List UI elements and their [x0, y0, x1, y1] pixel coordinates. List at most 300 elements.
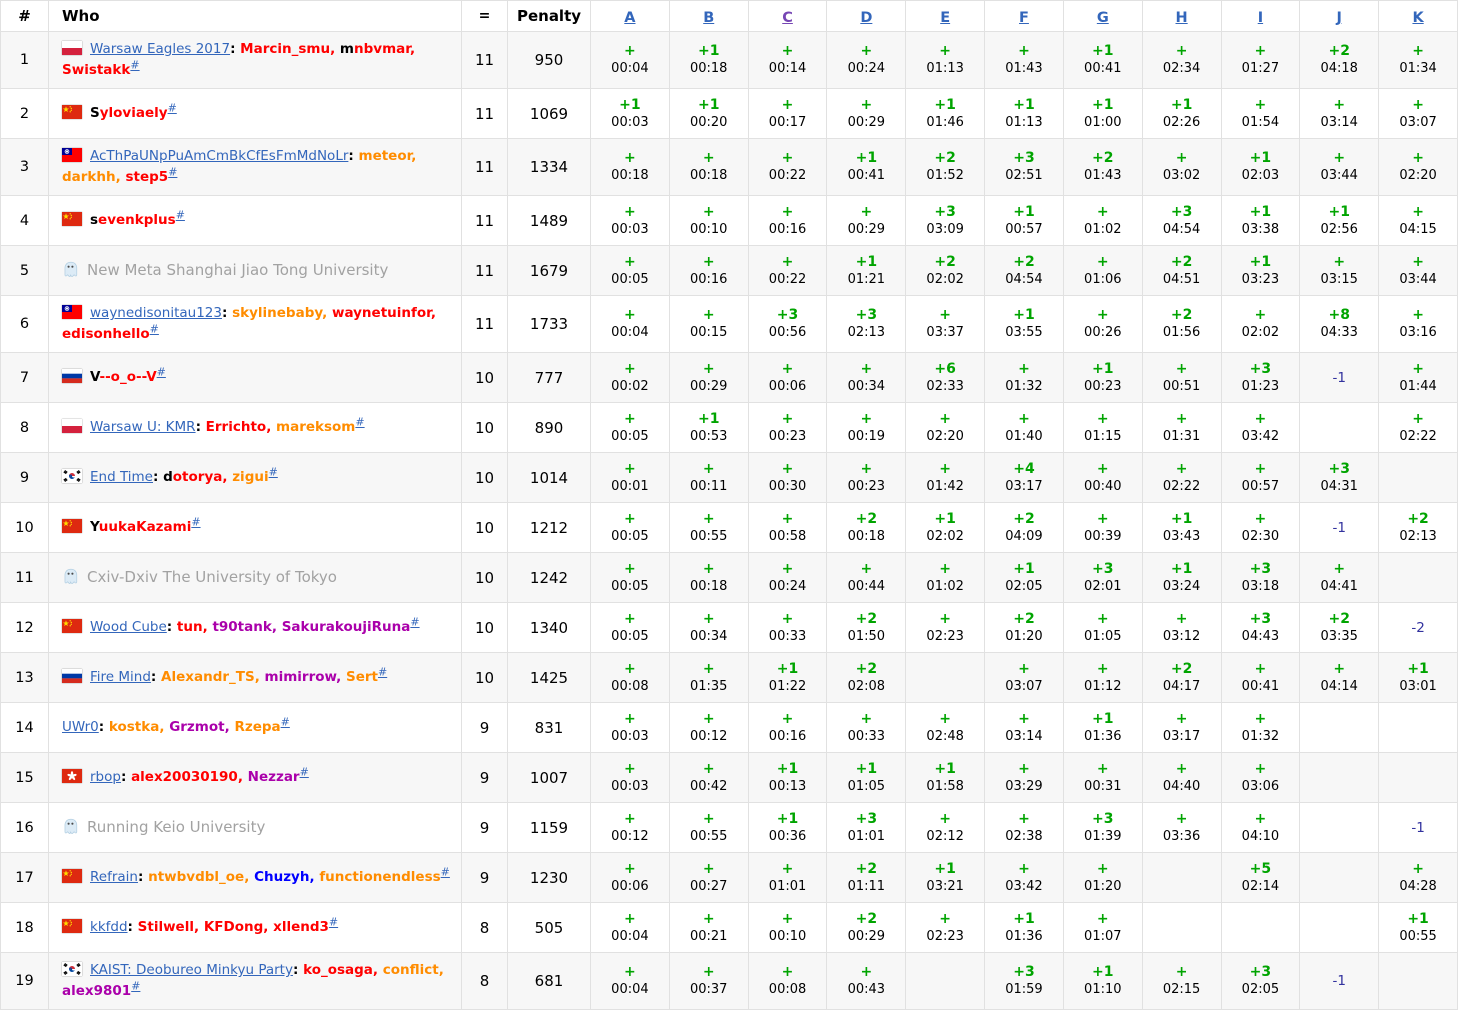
submission-time: 03:09	[926, 221, 964, 237]
standings-row	[1, 703, 1458, 753]
accepted-verdict: +	[1018, 410, 1030, 427]
accepted-verdict: +	[624, 307, 636, 323]
accepted-verdict: +	[624, 964, 636, 980]
result-cell-D	[827, 32, 906, 89]
penalty-cell: 1679	[508, 246, 591, 296]
result-cell-A	[591, 89, 670, 139]
submission-time: 00:06	[611, 878, 649, 894]
party-hash-link[interactable]: #	[130, 58, 140, 72]
penalty-cell: 1007	[508, 753, 591, 803]
result-cell-G	[1063, 953, 1142, 1010]
submission-time: 04:10	[1241, 828, 1280, 844]
submission-time: 00:22	[768, 271, 807, 287]
result-cell-E	[906, 603, 985, 653]
accepted-verdict: +	[624, 410, 636, 427]
accepted-verdict: +	[860, 560, 873, 577]
submission-time: 01:58	[926, 778, 964, 794]
submission-time: 00:27	[689, 878, 728, 894]
accepted-verdict: +	[702, 910, 715, 927]
result-cell-C	[748, 853, 827, 903]
penalty-cell: 1334	[508, 139, 591, 196]
submission-time: 00:12	[689, 728, 728, 744]
accepted-verdict: +	[1018, 360, 1030, 377]
penalty-column-header: Penalty	[508, 1, 591, 32]
submission-time: 00:40	[1084, 478, 1122, 494]
rejected-verdict: -1	[1332, 519, 1346, 536]
accepted-verdict: +1	[1170, 560, 1193, 577]
submission-time: 00:18	[689, 168, 728, 183]
accepted-verdict: +	[1018, 760, 1030, 777]
result-cell-E	[906, 903, 985, 953]
problem-link[interactable]: E	[940, 9, 951, 26]
party-hash-link[interactable]: #	[299, 765, 309, 779]
solved-count-cell: 10	[462, 653, 508, 703]
accepted-verdict: +3	[1170, 203, 1193, 220]
submission-time: 00:53	[689, 428, 728, 444]
accepted-verdict: +	[1096, 253, 1109, 270]
result-cell-D	[827, 953, 906, 1010]
accepted-verdict: +	[1254, 307, 1267, 323]
rank-cell: 3	[1, 139, 49, 196]
member-handle: skylinebaby,	[232, 305, 332, 321]
ghost-team-name: Running Keio University	[87, 817, 266, 836]
team-name-link[interactable]: rbop	[90, 769, 121, 785]
submission-time: 00:37	[689, 982, 728, 997]
result-cell-D	[827, 803, 906, 853]
penalty-cell: 681	[508, 953, 591, 1010]
member-handle: Errichto,	[205, 419, 277, 435]
result-cell-H	[1142, 296, 1221, 353]
result-cell-H	[1142, 553, 1221, 603]
solved-count-cell: 9	[462, 703, 508, 753]
result-cell-C	[748, 503, 827, 553]
result-cell-D	[827, 196, 906, 246]
standings-row	[1, 353, 1458, 403]
penalty-cell: 777	[508, 353, 591, 403]
team-name-link[interactable]: Warsaw U: KMR	[90, 419, 196, 435]
accepted-verdict: +	[1412, 203, 1424, 220]
accepted-verdict: +	[939, 307, 952, 323]
problem-link[interactable]: F	[1019, 9, 1029, 26]
member-handle: step5	[125, 169, 169, 185]
accepted-verdict: +	[781, 43, 794, 59]
accepted-verdict: +	[781, 253, 794, 270]
result-cell-E	[906, 453, 985, 503]
accepted-verdict: +	[860, 96, 873, 113]
team-name-link[interactable]: Refrain	[90, 869, 138, 885]
result-cell-B	[669, 703, 748, 753]
standings-row	[1, 246, 1458, 296]
result-cell-K	[1379, 753, 1458, 803]
result-cell-B	[669, 603, 748, 653]
accepted-verdict: +1	[934, 860, 956, 877]
submission-time: 01:21	[847, 271, 886, 287]
penalty-cell: 505	[508, 903, 591, 953]
party-hash-link[interactable]: #	[280, 715, 290, 729]
result-cell-C	[748, 89, 827, 139]
party-hash-link[interactable]: #	[328, 915, 339, 929]
member-handle: kostka,	[108, 719, 170, 735]
result-cell-D	[827, 603, 906, 653]
submission-time: 00:13	[768, 778, 807, 794]
submission-time: 00:41	[847, 168, 886, 183]
submission-time: 01:39	[1084, 828, 1122, 844]
submission-time: 00:18	[611, 168, 649, 183]
result-cell-B	[669, 139, 748, 196]
submission-time: 00:11	[689, 478, 728, 494]
problem-link[interactable]: B	[703, 9, 715, 26]
accepted-verdict: +3	[855, 307, 878, 323]
result-cell-H	[1142, 246, 1221, 296]
accepted-verdict: +3	[1092, 810, 1114, 827]
result-cell-K	[1379, 196, 1458, 246]
submission-time: 01:43	[1084, 168, 1122, 183]
member-handle: t90tank,	[212, 619, 282, 635]
team-name-colon: :	[137, 869, 149, 885]
submission-time: 00:51	[1162, 378, 1201, 394]
accepted-verdict: +	[702, 150, 715, 166]
problem-link[interactable]: K	[1412, 9, 1424, 26]
result-cell-I	[1221, 953, 1300, 1010]
accepted-verdict: +	[624, 360, 636, 377]
team-name-link[interactable]: kkfdd	[90, 919, 128, 935]
rank-cell: 11	[1, 553, 49, 603]
accepted-verdict: +1	[1092, 360, 1114, 377]
accepted-verdict: +2	[855, 860, 878, 877]
rank-cell: 5	[1, 246, 49, 296]
submission-time: 02:15	[1162, 982, 1201, 997]
team-name-link[interactable]: UWr0	[62, 719, 99, 735]
party-hash-link[interactable]: #	[191, 515, 201, 529]
result-cell-A	[591, 296, 670, 353]
accepted-verdict: +	[702, 253, 715, 270]
result-cell-J	[1300, 296, 1379, 353]
submission-time: 03:17	[1162, 728, 1201, 744]
party-hash-link[interactable]: #	[175, 208, 185, 222]
accepted-verdict: +	[860, 964, 873, 980]
submission-time: 01:54	[1241, 114, 1280, 130]
party-hash-link[interactable]: #	[410, 615, 420, 629]
penalty-cell: 890	[508, 403, 591, 453]
problem-column-header-J	[1300, 1, 1379, 32]
accepted-verdict: +	[1175, 460, 1188, 477]
result-cell-E	[906, 353, 985, 403]
result-cell-B	[669, 953, 748, 1010]
result-cell-D	[827, 353, 906, 403]
who-cell	[49, 953, 462, 1010]
accepted-verdict: +	[860, 360, 873, 377]
party-hash-link[interactable]: #	[131, 979, 141, 993]
result-cell-G	[1063, 89, 1142, 139]
contestant-handle: sevenkplus	[90, 212, 176, 228]
result-cell-J	[1300, 196, 1379, 246]
accepted-verdict: +	[1254, 96, 1267, 113]
problem-link[interactable]: H	[1175, 9, 1188, 26]
submission-time: 03:44	[1399, 271, 1437, 287]
accepted-verdict: +1	[1013, 96, 1035, 113]
rejected-verdict: -1	[1332, 973, 1346, 989]
member-handle: conflict,	[382, 962, 444, 978]
who-cell	[49, 803, 462, 853]
team-name-link[interactable]: KAIST: Deobureo Minkyu Party	[90, 962, 293, 978]
submission-time: 00:33	[768, 628, 807, 644]
submission-time: 01:52	[926, 168, 964, 183]
submission-time: 00:34	[689, 628, 728, 644]
accepted-verdict: +2	[1170, 253, 1193, 270]
submission-time: 00:24	[847, 61, 886, 76]
accepted-verdict: +2	[855, 910, 878, 927]
party-hash-link[interactable]: #	[440, 865, 450, 879]
problem-link[interactable]: D	[860, 9, 873, 26]
result-cell-H	[1142, 853, 1221, 903]
accepted-verdict: +	[624, 203, 636, 220]
who-cell	[49, 903, 462, 953]
team-name-link[interactable]: AcThPaUNpPuAmCmBkCfEsFmMdNoLr	[90, 148, 349, 164]
party-hash-link[interactable]: #	[167, 101, 177, 115]
submission-time: 02:13	[1399, 528, 1437, 544]
accepted-verdict: +	[702, 964, 715, 980]
party-hash-link[interactable]: #	[156, 365, 166, 379]
accepted-verdict: +	[781, 610, 794, 627]
accepted-verdict: +2	[1170, 307, 1193, 323]
who-cell	[49, 503, 462, 553]
submission-time: 02:13	[847, 325, 886, 340]
submission-time: 03:43	[1162, 528, 1201, 544]
result-cell-C	[748, 653, 827, 703]
submission-time: 02:12	[926, 828, 964, 844]
result-cell-B	[669, 353, 748, 403]
accepted-verdict: +	[1096, 460, 1109, 477]
accepted-verdict: +	[702, 860, 715, 877]
team-name-colon: :	[221, 305, 233, 321]
ghost-icon	[62, 261, 79, 278]
party-hash-link[interactable]: #	[149, 322, 159, 336]
who-cell	[49, 196, 462, 246]
result-cell-K	[1379, 653, 1458, 703]
solved-column-header: =	[462, 1, 508, 32]
team-name-link[interactable]: End Time	[90, 469, 153, 485]
result-cell-K	[1379, 603, 1458, 653]
accepted-verdict: +	[781, 910, 794, 927]
solved-count-cell: 11	[462, 246, 508, 296]
result-cell-G	[1063, 753, 1142, 803]
rejected-verdict: -1	[1411, 819, 1425, 836]
submission-time: 02:56	[1320, 221, 1358, 237]
accepted-verdict: +1	[619, 96, 641, 113]
standings-row	[1, 503, 1458, 553]
accepted-verdict: +1	[1092, 43, 1114, 59]
result-cell-G	[1063, 403, 1142, 453]
party-hash-link[interactable]: #	[268, 465, 278, 479]
result-cell-D	[827, 853, 906, 903]
accepted-verdict: +	[1333, 150, 1346, 166]
submission-time: 00:05	[611, 528, 649, 544]
result-cell-F	[985, 353, 1064, 403]
accepted-verdict: +	[860, 203, 873, 220]
party-hash-link[interactable]: #	[377, 665, 388, 679]
south-korea-flag-icon	[62, 962, 82, 976]
penalty-cell: 1733	[508, 296, 591, 353]
result-cell-H	[1142, 753, 1221, 803]
accepted-verdict: +	[702, 810, 715, 827]
result-cell-F	[985, 453, 1064, 503]
result-cell-K	[1379, 353, 1458, 403]
contestant-handle: V--o_o--V	[90, 369, 157, 385]
result-cell-A	[591, 803, 670, 853]
accepted-verdict: +	[1254, 410, 1267, 427]
submission-time: 04:14	[1320, 678, 1358, 694]
accepted-verdict: +	[781, 510, 794, 527]
result-cell-F	[985, 196, 1064, 246]
accepted-verdict: +	[939, 43, 952, 59]
submission-time: 00:05	[611, 271, 649, 287]
problem-link[interactable]: I	[1257, 9, 1264, 26]
party-hash-link[interactable]: #	[168, 165, 178, 179]
result-cell-I	[1221, 753, 1300, 803]
accepted-verdict: +3	[1013, 964, 1035, 980]
result-cell-B	[669, 503, 748, 553]
submission-time: 04:54	[1162, 221, 1201, 237]
submission-time: 00:06	[768, 378, 807, 394]
rank-cell: 10	[1, 503, 49, 553]
accepted-verdict: +	[1096, 860, 1109, 877]
submission-time: 00:08	[768, 982, 807, 997]
result-cell-D	[827, 703, 906, 753]
result-cell-G	[1063, 803, 1142, 853]
accepted-verdict: +	[702, 710, 715, 727]
result-cell-A	[591, 246, 670, 296]
result-cell-J	[1300, 703, 1379, 753]
first-letter: Y	[90, 519, 99, 535]
result-cell-B	[669, 89, 748, 139]
accepted-verdict: +	[1412, 307, 1424, 323]
submission-time: 04:41	[1320, 578, 1358, 594]
accepted-verdict: +1	[1249, 253, 1272, 270]
submission-time: 00:19	[847, 428, 886, 444]
submission-time: 00:18	[689, 578, 728, 594]
accepted-verdict: +1	[855, 760, 878, 777]
accepted-verdict: +	[939, 460, 952, 477]
accepted-verdict: +	[860, 460, 873, 477]
result-cell-A	[591, 453, 670, 503]
contestant-handle: YuukaKazami	[90, 519, 192, 535]
standings-row	[1, 953, 1458, 1010]
problem-link[interactable]: A	[624, 9, 636, 26]
submission-time: 02:51	[1005, 168, 1043, 183]
team-name-link[interactable]: Warsaw Eagles 2017	[90, 41, 231, 57]
result-cell-A	[591, 953, 670, 1010]
team-name-link[interactable]: waynedisonitau123	[90, 305, 222, 321]
member-handle: edisonhello	[62, 326, 150, 342]
ghost-icon	[62, 818, 79, 835]
team-name-link[interactable]: Fire Mind	[90, 669, 151, 685]
submission-time: 02:26	[1162, 114, 1201, 130]
submission-time: 00:29	[689, 378, 728, 394]
accepted-verdict: +1	[1170, 96, 1193, 113]
accepted-verdict: +1	[776, 660, 799, 677]
team-name-link[interactable]: Wood Cube	[90, 619, 167, 635]
result-cell-C	[748, 553, 827, 603]
problem-link[interactable]: G	[1096, 9, 1109, 26]
accepted-verdict: +	[1333, 560, 1346, 577]
submission-time: 00:57	[1241, 478, 1280, 494]
accepted-verdict: +3	[934, 203, 956, 220]
penalty-cell: 1242	[508, 553, 591, 603]
team-name-colon: :	[120, 769, 132, 785]
submission-time: 01:40	[1005, 428, 1043, 444]
submission-time: 00:23	[768, 428, 807, 444]
submission-time: 03:18	[1241, 578, 1280, 594]
accepted-verdict: +1	[934, 96, 956, 113]
accepted-verdict: +	[624, 560, 636, 577]
submission-time: 04:15	[1399, 221, 1437, 237]
result-cell-K	[1379, 853, 1458, 903]
accepted-verdict: +	[1333, 253, 1346, 270]
result-cell-I	[1221, 196, 1300, 246]
party-hash-link[interactable]: #	[355, 415, 365, 429]
who-cell	[49, 453, 462, 503]
submission-time: 01:42	[926, 478, 964, 494]
accepted-verdict: +	[1254, 760, 1267, 777]
problem-column-header-G	[1063, 1, 1142, 32]
result-cell-E	[906, 953, 985, 1010]
submission-time: 03:17	[1005, 478, 1043, 494]
accepted-verdict: +1	[1013, 560, 1035, 577]
result-cell-F	[985, 89, 1064, 139]
submission-time: 01:31	[1162, 428, 1201, 444]
result-cell-D	[827, 139, 906, 196]
accepted-verdict: +1	[1328, 203, 1350, 220]
result-cell-H	[1142, 139, 1221, 196]
result-cell-D	[827, 753, 906, 803]
submission-time: 01:22	[768, 678, 807, 694]
result-cell-F	[985, 903, 1064, 953]
result-cell-A	[591, 753, 670, 803]
submission-time: 02:03	[1241, 168, 1280, 183]
submission-time: 01:20	[1084, 878, 1122, 894]
rank-cell: 7	[1, 353, 49, 403]
member-handle: KFDong,	[203, 919, 274, 935]
result-cell-D	[827, 296, 906, 353]
problem-link[interactable]: J	[1336, 9, 1342, 26]
accepted-verdict: +	[624, 43, 636, 59]
accepted-verdict: +	[1018, 710, 1030, 727]
submission-time: 03:14	[1320, 114, 1358, 130]
result-cell-F	[985, 753, 1064, 803]
accepted-verdict: +	[624, 610, 636, 627]
submission-time: 00:16	[768, 221, 807, 237]
submission-time: 01:59	[1005, 982, 1043, 997]
result-cell-C	[748, 453, 827, 503]
result-cell-J	[1300, 246, 1379, 296]
china-flag-icon	[62, 105, 82, 119]
accepted-verdict: +2	[934, 253, 956, 270]
submission-time: 03:24	[1162, 578, 1201, 594]
solved-count-cell: 9	[462, 753, 508, 803]
result-cell-I	[1221, 553, 1300, 603]
result-cell-E	[906, 196, 985, 246]
submission-time: 00:08	[611, 678, 649, 694]
submission-time: 00:02	[611, 378, 649, 394]
accepted-verdict: +	[781, 360, 794, 377]
solved-count-cell: 10	[462, 503, 508, 553]
submission-time: 03:42	[1005, 878, 1043, 894]
result-cell-E	[906, 553, 985, 603]
result-cell-J	[1300, 403, 1379, 453]
submission-time: 01:13	[926, 61, 964, 76]
problem-link[interactable]: C	[782, 9, 793, 26]
submission-time: 02:01	[1084, 578, 1122, 594]
